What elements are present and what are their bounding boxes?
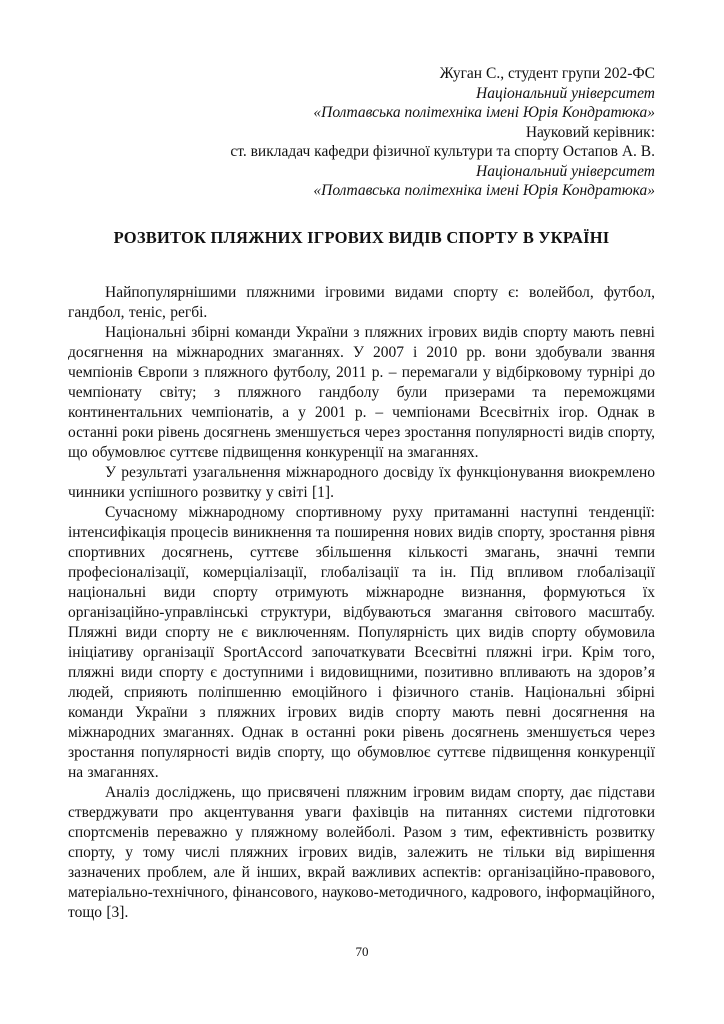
author-affiliation-block — [68, 64, 655, 201]
paragraph-analysis: Аналіз досліджень, що присвячені пляжним ігровим видам спорту, дає підстави стверджувати про акцентування уваги фахівців на питаннях системи підготовки спортсменів переважно у пляжному волейболі. Разом з тим, ефективність розвитку спорту, у тому числі пляжних ігрових видів, залежить не тільки від вирішення зазначених проблем, але й інших, вкрай важливих аспектів: організаційно-правового, матеріально-технічного, фінансового, науково-методичного, кадрового, інформаційного, тощо [3]. — [68, 783, 655, 921]
university-name-line-2: «Полтавська політехніка імені Юрія Кондратюка» — [313, 182, 655, 199]
paragraph-national-teams: Національні збірні команди України з пляжних ігрових видів спорту мають певні досягнення на міжнародних змаганнях. У 2007 і 2010 рр. вони здобували звання чемпіонів Європи з пляжного футболу, 2011 р. – перемагали у відбірковому турнірі до чемпіонату світу; з пляжного гандболу були призерами та переможцями континентальних чемпіонатів, а у 2001 р. – чемпіонами Всесвітніх ігор. Однак в останні роки рівень досягнень зменшується через зростання популярності видів спорту, що обумовлює суттєве підвищення конкуренції на змаганнях. — [68, 323, 655, 461]
supervisor-line: ст. викладач кафедри фізичної культури та спорту Остапов А. В. — [230, 143, 655, 160]
paragraph-trends: Сучасному міжнародному спортивному руху притаманні наступні тенденції: інтенсифікація процесів виникнення та поширення нових видів спорту, зростання рівня спортивних досягнень, суттєве збільшення кількості змагань, значні темпи професіоналізації, комерціалізації, глобалізації та ін. Під впливом глобалізації національні види спорту отримують міжнародне визнання, формуються їх організаційно-управлінські структури, відбуваються змагання світового масштабу. Пляжні види спорту не є виключенням. Популярність цих видів спорту обумовила ініціативу організації SportAccord започаткувати Всесвітні пляжні ігри. Крім того, пляжні види спорту є доступними і видовищними, позитивно впливають на здоров’я людей, сприяють поліпшенню емоційного і фізичного станів. Національні збірні команди України з пляжних ігрових видів спорту мають певні досягнення на міжнародних змаганнях. Однак в останні роки рівень досягнень зменшується через зростання популярності видів спорту, що обумовлює суттєве підвищення конкуренції на змаганнях. — [68, 503, 655, 781]
university-name-line: «Полтавська політехніка імені Юрія Кондратюка» — [313, 104, 655, 121]
supervisor-label-line: Науковий керівник: — [525, 123, 655, 141]
paragraph-international-experience: У результаті узагальнення міжнародного досвіду їх функціонування виокремлено чинники успішного розвитку у світі [1]. — [68, 463, 655, 501]
paragraph-intro: Найпопулярнішими пляжними ігровими видами спорту є: волейбол, футбол, гандбол, теніс, регбі. — [68, 283, 655, 321]
author-line: Жуган С., студент групи 202-ФС — [439, 65, 655, 82]
page-content — [68, 0, 655, 923]
page-title: РОЗВИТОК ПЛЯЖНИХ ІГРОВИХ ВИДІВ СПОРТУ В УКРАЇНІ — [113, 227, 610, 247]
university-line-2: Національний університет — [476, 162, 655, 180]
university-line: Національний університет — [476, 84, 655, 102]
page-number: 70 — [355, 944, 369, 959]
